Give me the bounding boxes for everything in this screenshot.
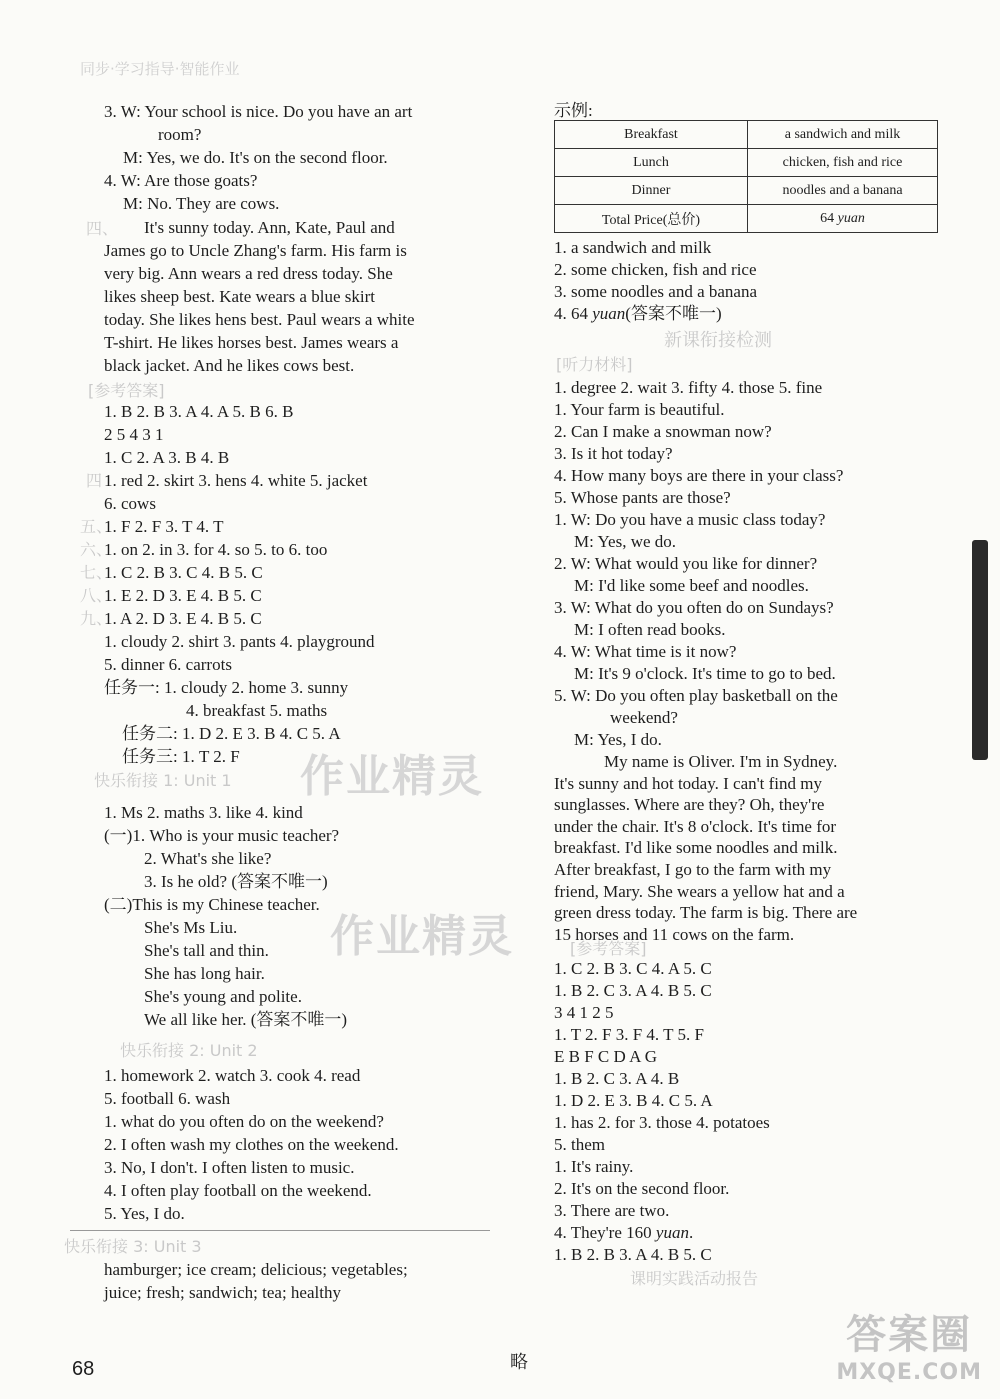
answer-line: 3. some noodles and a banana	[554, 282, 757, 301]
dialog-line: 3. W: Your school is nice. Do you have an art	[104, 102, 413, 121]
section-marker: 七、	[80, 563, 113, 582]
ref-answer-label: [参考答案]	[88, 381, 165, 400]
story-line: My name is Oliver. I'm in Sydney.	[604, 752, 838, 771]
answer-line: 1. C 2. A 3. B 4. B	[104, 448, 230, 467]
dialog-line: 2. W: What would you like for dinner?	[554, 554, 818, 573]
answer-line: She's tall and thin.	[144, 941, 269, 960]
story-line: black jacket. And he likes cows best.	[104, 356, 355, 375]
watermark: 作业精灵	[300, 751, 484, 802]
answer-line: 1. B 2. B 3. A 4. B 5. C	[554, 1245, 712, 1264]
section-divider	[70, 1230, 490, 1231]
header-faint-title: 同步·学习指导·智能作业	[80, 60, 240, 78]
answer-line: 1. Ms 2. maths 3. like 4. kind	[104, 803, 303, 822]
answer-line: 1. on 2. in 3. for 4. so 5. to 6. too	[104, 540, 328, 559]
story-line: breakfast. I'd like some noodles and milk.	[554, 838, 838, 858]
answer-line: 1. cloudy 2. shirt 3. pants 4. playground	[104, 632, 375, 651]
omitted-mark: 略	[510, 1352, 528, 1373]
answer-line: 1. a sandwich and milk	[554, 238, 712, 257]
dialog-line: M: Yes, we do.	[574, 532, 677, 551]
report-heading: 课明实践活动报告	[630, 1269, 759, 1288]
dialog-line: 5. W: Do you often play basketball on the	[554, 686, 838, 705]
new-lesson-heading: 新课衔接检测	[664, 330, 772, 351]
story-line: sunglasses. Where are they? Oh, they're	[554, 795, 825, 815]
table-row	[555, 177, 938, 205]
table-cell: Total Price(总价)	[555, 205, 748, 233]
answer-line: 1. A 2. D 3. E 4. B 5. C	[104, 609, 262, 628]
section-marker: 八、	[80, 586, 113, 605]
unit1-heading: 快乐衔接 1: Unit 1	[94, 771, 232, 790]
answer-line: 3. There are two.	[554, 1201, 670, 1220]
answer-line: 3. No, I don't. I often listen to music.	[104, 1158, 355, 1177]
section-marker: 九、	[80, 609, 113, 628]
answer-line: 1. E 2. D 3. E 4. B 5. C	[104, 586, 262, 605]
answer-line: She's young and polite.	[144, 987, 302, 1006]
answer-line: 2. I often wash my clothes on the weekend.	[104, 1135, 399, 1154]
answer-line: 1. It's rainy.	[554, 1157, 634, 1176]
section-marker: 六、	[80, 540, 113, 559]
dialog-line: M: I often read books.	[574, 620, 726, 639]
dialog-line: 1. W: Do you have a music class today?	[554, 510, 826, 529]
answer-line: 2. It's on the second floor.	[554, 1179, 730, 1198]
story-line: green dress today. The farm is big. There are	[554, 903, 858, 923]
logo-text-bottom: MXQE.COM	[836, 1360, 982, 1385]
story-line: under the chair. It's 8 o'clock. It's time for	[554, 816, 837, 836]
answer-line: 1. C 2. B 3. C 4. B 5. C	[104, 563, 263, 582]
unit2-heading: 快乐衔接 2: Unit 2	[120, 1041, 258, 1060]
listening-line: 4. How many boys are there in your class?	[554, 466, 844, 485]
answer-line: 1. red 2. skirt 3. hens 4. white 5. jacket	[104, 471, 368, 490]
answer-line: 2 5 4 3 1	[104, 425, 164, 444]
story-paragraph	[104, 216, 487, 377]
dialog-line: M: Yes, I do.	[574, 730, 662, 749]
answer-line: 1. C 2. B 3. C 4. A 5. C	[554, 959, 712, 978]
section-marker: 四、	[86, 219, 119, 238]
section-marker: 四	[86, 471, 103, 490]
story-line: It's sunny today. Ann, Kate, Paul and	[144, 218, 395, 237]
table-cell: noodles and a banana	[748, 177, 938, 205]
listening-line: 5. Whose pants are those?	[554, 488, 731, 507]
example-label: 示例:	[554, 101, 593, 120]
ref-answer-label: [参考答案]	[570, 939, 647, 958]
answer-line: 1. has 2. for 3. those 4. potatoes	[554, 1113, 770, 1132]
story-line: After breakfast, I go to the farm with my	[554, 859, 832, 879]
answer-line: 5. them	[554, 1135, 605, 1154]
table-cell: a sandwich and milk	[748, 121, 938, 149]
answer-line: 1. degree 2. wait 3. fifty 4. those 5. fine	[554, 378, 823, 397]
answer-line: 1. B 2. C 3. A 4. B	[554, 1069, 680, 1088]
listening-line: 1. Your farm is beautiful.	[554, 400, 725, 419]
task-line: 任务一: 1. cloudy 2. home 3. sunny	[104, 678, 349, 697]
oliver-story	[554, 751, 940, 945]
answer-line: She has long hair.	[144, 964, 265, 983]
answer-line: 2. What's she like?	[144, 849, 272, 868]
answer-line: 4. They're 160 yuan.	[554, 1223, 694, 1242]
answer-line: 1. D 2. E 3. B 4. C 5. A	[554, 1091, 713, 1110]
story-line: It's sunny and hot today. I can't find my	[554, 773, 823, 793]
site-logo	[836, 1303, 982, 1385]
unit3-heading: 快乐衔接 3: Unit 3	[64, 1237, 202, 1256]
answer-line: 3. Is he old? (答案不唯一)	[144, 872, 328, 891]
answer-line: E B F C D A G	[554, 1047, 657, 1066]
dialog-line: room?	[158, 125, 202, 144]
story-line: very big. Ann wears a red dress today. She	[104, 264, 393, 283]
answer-line: 1. F 2. F 3. T 4. T	[104, 517, 224, 536]
page-number: 68	[72, 1358, 95, 1380]
answer-line: 1. what do you often do on the weekend?	[104, 1112, 384, 1131]
answer-line: 4. 64 yuan(答案不唯一)	[554, 304, 722, 323]
table-cell: chicken, fish and rice	[748, 149, 938, 177]
answer-line: 4. I often play football on the weekend.	[104, 1181, 372, 1200]
dialog-line: 4. W: What time is it now?	[554, 642, 737, 661]
word-line: juice; fresh; sandwich; tea; healthy	[104, 1283, 341, 1302]
dialog-line: 4. W: Are those goats?	[104, 171, 258, 190]
table-cell: Dinner	[555, 177, 748, 205]
dialog-line: M: I'd like some beef and noodles.	[574, 576, 809, 595]
dialog-line: M: It's 9 o'clock. It's time to go to bed.	[574, 664, 836, 683]
word-line: hamburger; ice cream; delicious; vegetables;	[104, 1260, 408, 1279]
story-line: T-shirt. He likes horses best. James wears a	[104, 333, 399, 352]
answer-line: 5. dinner 6. carrots	[104, 655, 232, 674]
dialog-line: M: Yes, we do. It's on the second floor.	[123, 148, 388, 167]
answer-line: 5. football 6. wash	[104, 1089, 231, 1108]
story-line: today. She likes hens best. Paul wears a white	[104, 310, 415, 329]
watermark: 作业精灵	[330, 911, 514, 962]
answer-line: 1. T 2. F 3. F 4. T 5. F	[554, 1025, 704, 1044]
listening-line: 3. Is it hot today?	[554, 444, 673, 463]
table-cell: Lunch	[555, 149, 748, 177]
dialog-line: M: No. They are cows.	[123, 194, 280, 213]
answer-line: 5. Yes, I do.	[104, 1204, 185, 1223]
section-marker: 五、	[80, 517, 113, 536]
dialog-line: 3. W: What do you often do on Sundays?	[554, 598, 834, 617]
answer-line: (二)This is my Chinese teacher.	[104, 895, 320, 914]
task-line: 任务二: 1. D 2. E 3. B 4. C 5. A	[122, 724, 341, 743]
answer-line: 1. homework 2. watch 3. cook 4. read	[104, 1066, 361, 1085]
table-row	[555, 205, 938, 233]
binding-mark	[972, 540, 988, 760]
table-cell: Breakfast	[555, 121, 748, 149]
answer-line: We all like her. (答案不唯一)	[144, 1010, 348, 1029]
logo-text-top: 答案圈	[846, 1312, 973, 1358]
answer-line: 6. cows	[104, 494, 156, 513]
dialog-line: weekend?	[610, 708, 678, 727]
answer-line: 3 4 1 2 5	[554, 1003, 614, 1022]
table-row	[555, 121, 938, 149]
task-line: 任务三: 1. T 2. F	[122, 747, 240, 766]
table-cell: 64 yuan	[748, 205, 938, 233]
answer-line: (一)1. Who is your music teacher?	[104, 826, 340, 845]
meal-table	[554, 120, 938, 233]
table-row	[555, 149, 938, 177]
story-line: James go to Uncle Zhang's farm. His farm is	[104, 241, 407, 260]
task-line: 4. breakfast 5. maths	[186, 701, 328, 720]
story-line: friend, Mary. She wears a yellow hat and a	[554, 881, 845, 901]
story-line: 15 horses and 11 cows on the farm.	[554, 924, 795, 944]
answer-line: She's Ms Liu.	[144, 918, 238, 937]
answer-line: 2. some chicken, fish and rice	[554, 260, 757, 279]
listening-label: [听力材料]	[556, 355, 633, 374]
answer-line: 1. B 2. B 3. A 4. A 5. B 6. B	[104, 402, 294, 421]
story-line: likes sheep best. Kate wears a blue skirt	[104, 287, 375, 306]
unit3-words	[104, 1258, 484, 1304]
answer-line: 1. B 2. C 3. A 4. B 5. C	[554, 981, 712, 1000]
listening-line: 2. Can I make a snowman now?	[554, 422, 772, 441]
